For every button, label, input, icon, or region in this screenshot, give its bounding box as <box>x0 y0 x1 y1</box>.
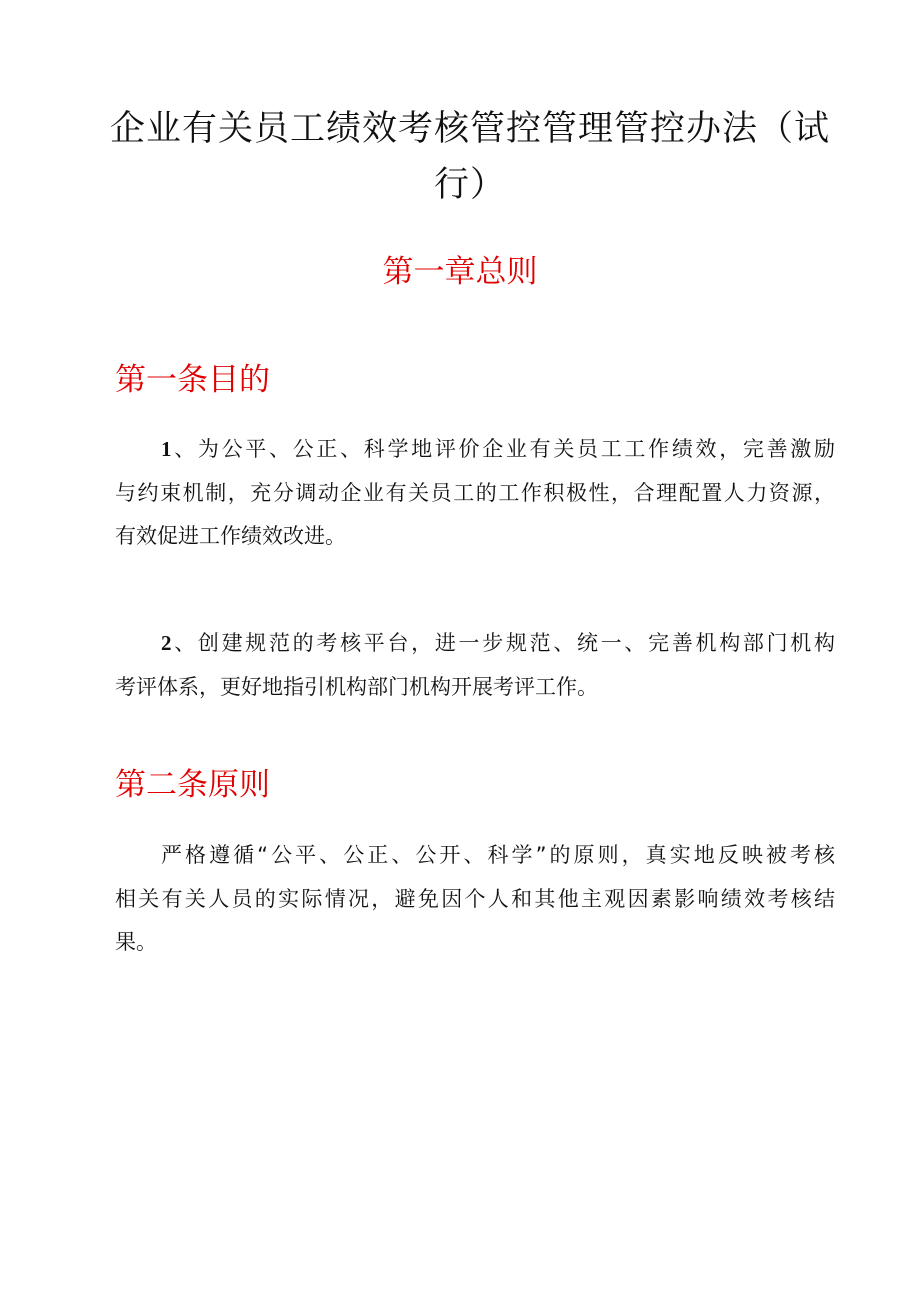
paragraph-line: 果。 <box>115 930 157 954</box>
item-number: 1 <box>161 437 172 461</box>
paragraph-line <box>115 622 835 666</box>
paragraph-line <box>115 428 835 472</box>
article-2-paragraph <box>115 834 835 965</box>
article-2-heading: 第二条原则 <box>115 767 270 803</box>
document-title-line-1: 企业有关员工绩效考核管控管理管控办法（试 <box>110 109 831 149</box>
chapter-title: 第一章总则 <box>382 254 538 290</box>
paragraph-line: 严格遵循“公平、公正、公开、科学”的原则，真实地反映被考核 <box>161 843 835 867</box>
item-number: 2 <box>161 631 172 655</box>
document-title <box>110 101 830 213</box>
paragraph-line-text: 、为公平、公正、科学地评价企业有关员工工作绩效，完善激励 <box>171 437 835 461</box>
document-title-line-2: 行） <box>433 165 506 205</box>
article-1-item-2 <box>115 622 835 709</box>
paragraph-line-text: 、创建规范的考核平台，进一步规范、统一、完善机构部门机构 <box>171 631 835 655</box>
paragraph-line: 有效促进工作绩效改进。 <box>115 524 346 548</box>
paragraph-line: 考评体系，更好地指引机构部门机构开展考评工作。 <box>115 674 598 699</box>
article-1-heading: 第一条目的 <box>115 362 270 398</box>
paragraph-line: 相关有关人员的实际情况，避免因个人和其他主观因素影响绩效考核结 <box>115 886 835 911</box>
paragraph-line: 与约束机制，充分调动企业有关员工的工作积极性，合理配置人力资源， <box>115 480 835 505</box>
article-1-item-1 <box>115 428 835 559</box>
